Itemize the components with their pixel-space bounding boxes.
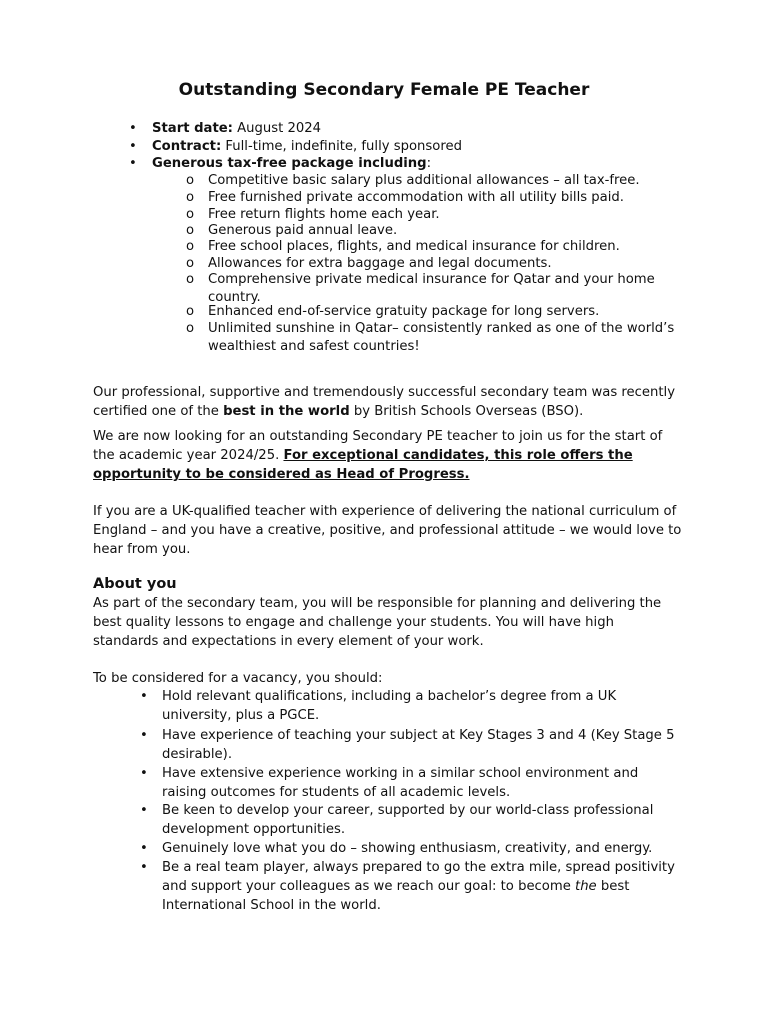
summary-label: Start date:: [152, 121, 233, 136]
bullet-icon: •: [129, 138, 137, 154]
intro-paragraph-qualified: If you are a UK-qualified teacher with experience of delivering the national curriculum of England – and you have a creative, positive, and professional attitude – we would love to hear from you.: [93, 504, 682, 557]
bullet-icon: •: [140, 803, 148, 818]
requirement-item: • Genuinely love what you do – showing enthusiasm, creativity, and energy.: [140, 841, 653, 856]
circle-bullet-icon: o: [186, 190, 195, 205]
head-of-progress-note: For exceptional candidates, this role offers the opportunity to be considered as Head of Progress.: [93, 448, 633, 482]
requirement-item: • Have extensive experience working in a similar school environment and raising outcomes for students of all academic levels.: [140, 766, 639, 800]
summary-value: :: [426, 156, 432, 171]
requirement-item: • Have experience of teaching your subject at Key Stages 3 and 4 (Key Stage 5 desirable).: [140, 728, 675, 762]
circle-bullet-icon: o: [186, 256, 195, 271]
circle-bullet-icon: o: [186, 321, 195, 336]
summary-value: Full-time, indefinite, fully sponsored: [221, 138, 462, 154]
emphasis-best: best in the world: [223, 404, 350, 419]
package-item: o Free school places, flights, and medical insurance for children.: [186, 239, 620, 254]
bullet-icon: •: [140, 728, 148, 743]
summary-item-start-date: [129, 120, 712, 138]
package-item: o Free furnished private accommodation with all utility bills paid.: [186, 190, 624, 205]
circle-bullet-icon: o: [186, 207, 195, 222]
intro-paragraph-vacancy: We are now looking for an outstanding Secondary PE teacher to join us for the start of the academic year 2024/25. For exceptional candidates, this role offers the opportunity to be considered as Head of Progress.: [93, 429, 663, 482]
bullet-icon: •: [140, 689, 148, 704]
package-item: o Competitive basic salary plus additional allowances – all tax-free.: [186, 173, 640, 188]
circle-bullet-icon: o: [186, 272, 195, 287]
bullet-icon: •: [140, 766, 148, 781]
summary-item-package: [129, 155, 712, 173]
package-item: o Comprehensive private medical insurance for Qatar and your home country.: [186, 272, 655, 305]
package-item: o Allowances for extra baggage and legal documents.: [186, 256, 552, 271]
package-item: o Free return flights home each year.: [186, 207, 440, 222]
requirements-intro: To be considered for a vacancy, you should:: [93, 671, 383, 686]
summary-label: Generous tax-free package including: [152, 156, 427, 171]
requirement-item: • Be keen to develop your career, supported by our world-class professional development opportunities.: [140, 803, 654, 837]
requirement-item: • Hold relevant qualifications, including a bachelor’s degree from a UK university, plus a PGCE.: [140, 689, 617, 723]
bullet-icon: •: [140, 860, 148, 875]
circle-bullet-icon: o: [186, 304, 195, 319]
bullet-icon: •: [129, 156, 137, 171]
bullet-icon: •: [140, 841, 148, 856]
summary-label: Contract:: [152, 138, 222, 154]
about-paragraph: As part of the secondary team, you will be responsible for planning and delivering the best quality lessons to engage and challenge your students. You will have high standards and expectations in every element of your work.: [93, 596, 662, 649]
circle-bullet-icon: o: [186, 239, 195, 254]
package-item: o Unlimited sunshine in Qatar– consistently ranked as one of the world’s wealthiest and safest countries!: [186, 321, 675, 354]
document-title: Outstanding Secondary Female PE Teacher: [178, 80, 590, 100]
summary-value: August 2024: [232, 121, 322, 136]
package-item: o Generous paid annual leave.: [186, 223, 398, 238]
requirement-item-team-player: • Be a real team player, always prepared to go the extra mile, spread positivity and support your colleagues as we reach our goal: to become the best International School in the world.: [140, 860, 675, 913]
circle-bullet-icon: o: [186, 173, 195, 188]
summary-item-contract: [129, 138, 712, 156]
circle-bullet-icon: o: [186, 223, 195, 238]
intro-paragraph-team: Our professional, supportive and tremendously successful secondary team was recently certified one of the best in the world by British Schools Overseas (BSO).: [93, 385, 676, 419]
package-item: o Enhanced end-of-service gratuity package for long servers.: [186, 304, 600, 319]
about-heading: About you: [93, 576, 177, 592]
bullet-icon: •: [129, 121, 137, 136]
